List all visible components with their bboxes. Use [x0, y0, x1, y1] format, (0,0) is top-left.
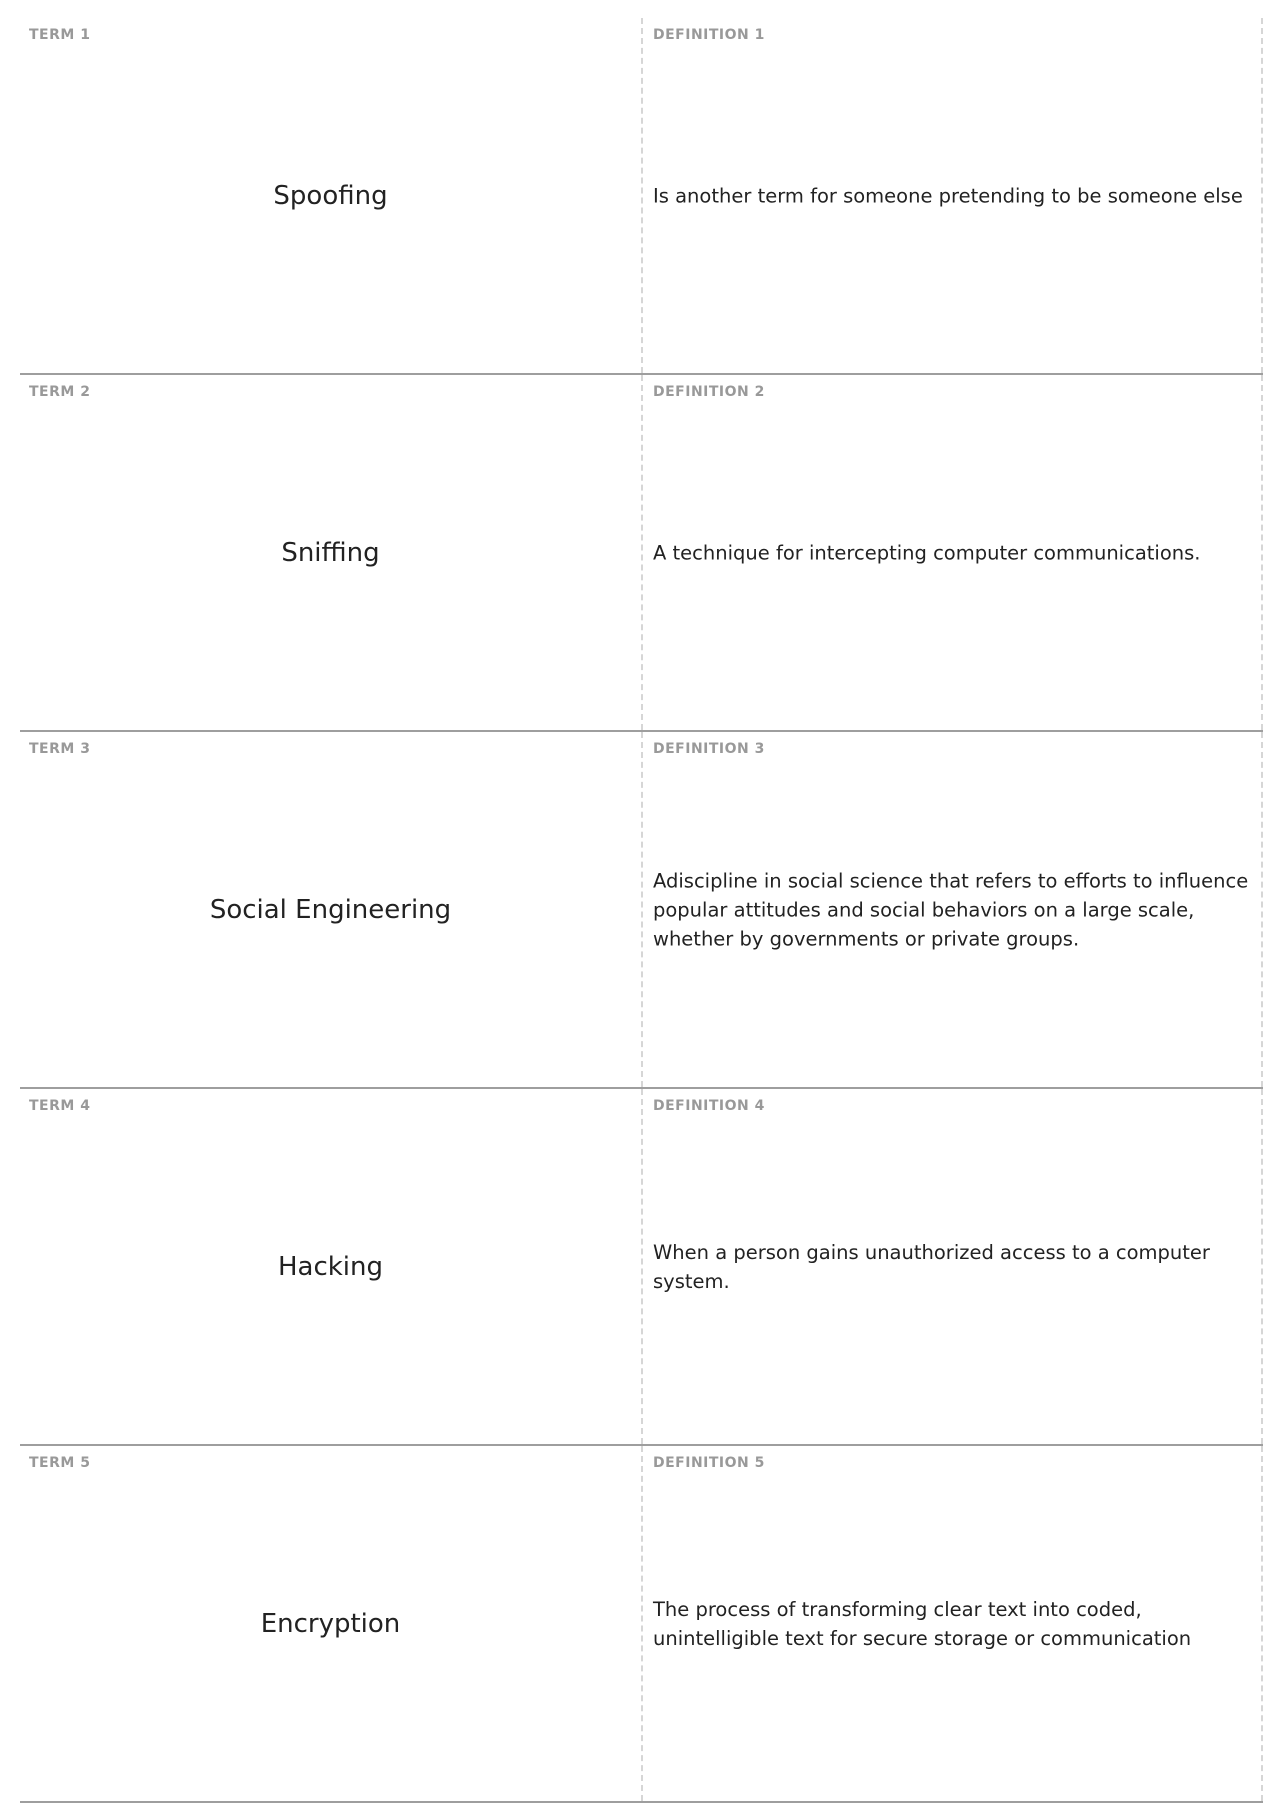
flashcard-row-2 — [20, 375, 1263, 732]
term-label: TERM 5 — [29, 1455, 91, 1471]
term-text: Encryption — [260, 1608, 401, 1639]
definition-cell — [643, 375, 1263, 730]
definition-text: A technique for intercepting computer communications. — [653, 541, 1201, 564]
definition-label: DEFINITION 5 — [653, 1455, 765, 1471]
flashcard-sheet — [20, 18, 1263, 1803]
flashcard-row-4 — [20, 1089, 1263, 1446]
definition-cell — [643, 1446, 1263, 1801]
definition-text: When a person gains unauthorized access to a computer system. — [653, 1240, 1210, 1293]
flashcard-row-5 — [20, 1446, 1263, 1803]
flashcard-row-3 — [20, 732, 1263, 1089]
definition-text: Is another term for someone pretending to be someone else — [653, 184, 1243, 207]
term-label: TERM 4 — [29, 1098, 91, 1114]
term-text: Hacking — [277, 1251, 384, 1282]
term-cell — [20, 18, 643, 373]
definition-text: The process of transforming clear text into coded, unintelligible text for secure storage or communication — [653, 1597, 1192, 1650]
term-cell — [20, 1446, 643, 1801]
term-text: Sniffing — [281, 537, 380, 568]
definition-cell — [643, 18, 1263, 373]
term-cell — [20, 375, 643, 730]
definition-label: DEFINITION 4 — [653, 1098, 765, 1114]
definition-text: Adiscipline in social science that refers to efforts to influence popular attitudes and social behaviors on a large scale, whether by governments or private groups. — [653, 869, 1249, 950]
term-cell — [20, 732, 643, 1087]
definition-label: DEFINITION 1 — [653, 27, 765, 43]
definition-label: DEFINITION 2 — [653, 384, 765, 400]
definition-cell — [643, 1089, 1263, 1444]
definition-cell — [643, 732, 1263, 1087]
term-text: Spoofing — [273, 180, 388, 211]
flashcard-row-1 — [20, 18, 1263, 375]
term-label: TERM 3 — [29, 741, 91, 757]
definition-label: DEFINITION 3 — [653, 741, 765, 757]
term-label: TERM 2 — [29, 384, 91, 400]
term-text: Social Engineering — [209, 894, 452, 925]
term-label: TERM 1 — [29, 27, 91, 43]
term-cell — [20, 1089, 643, 1444]
